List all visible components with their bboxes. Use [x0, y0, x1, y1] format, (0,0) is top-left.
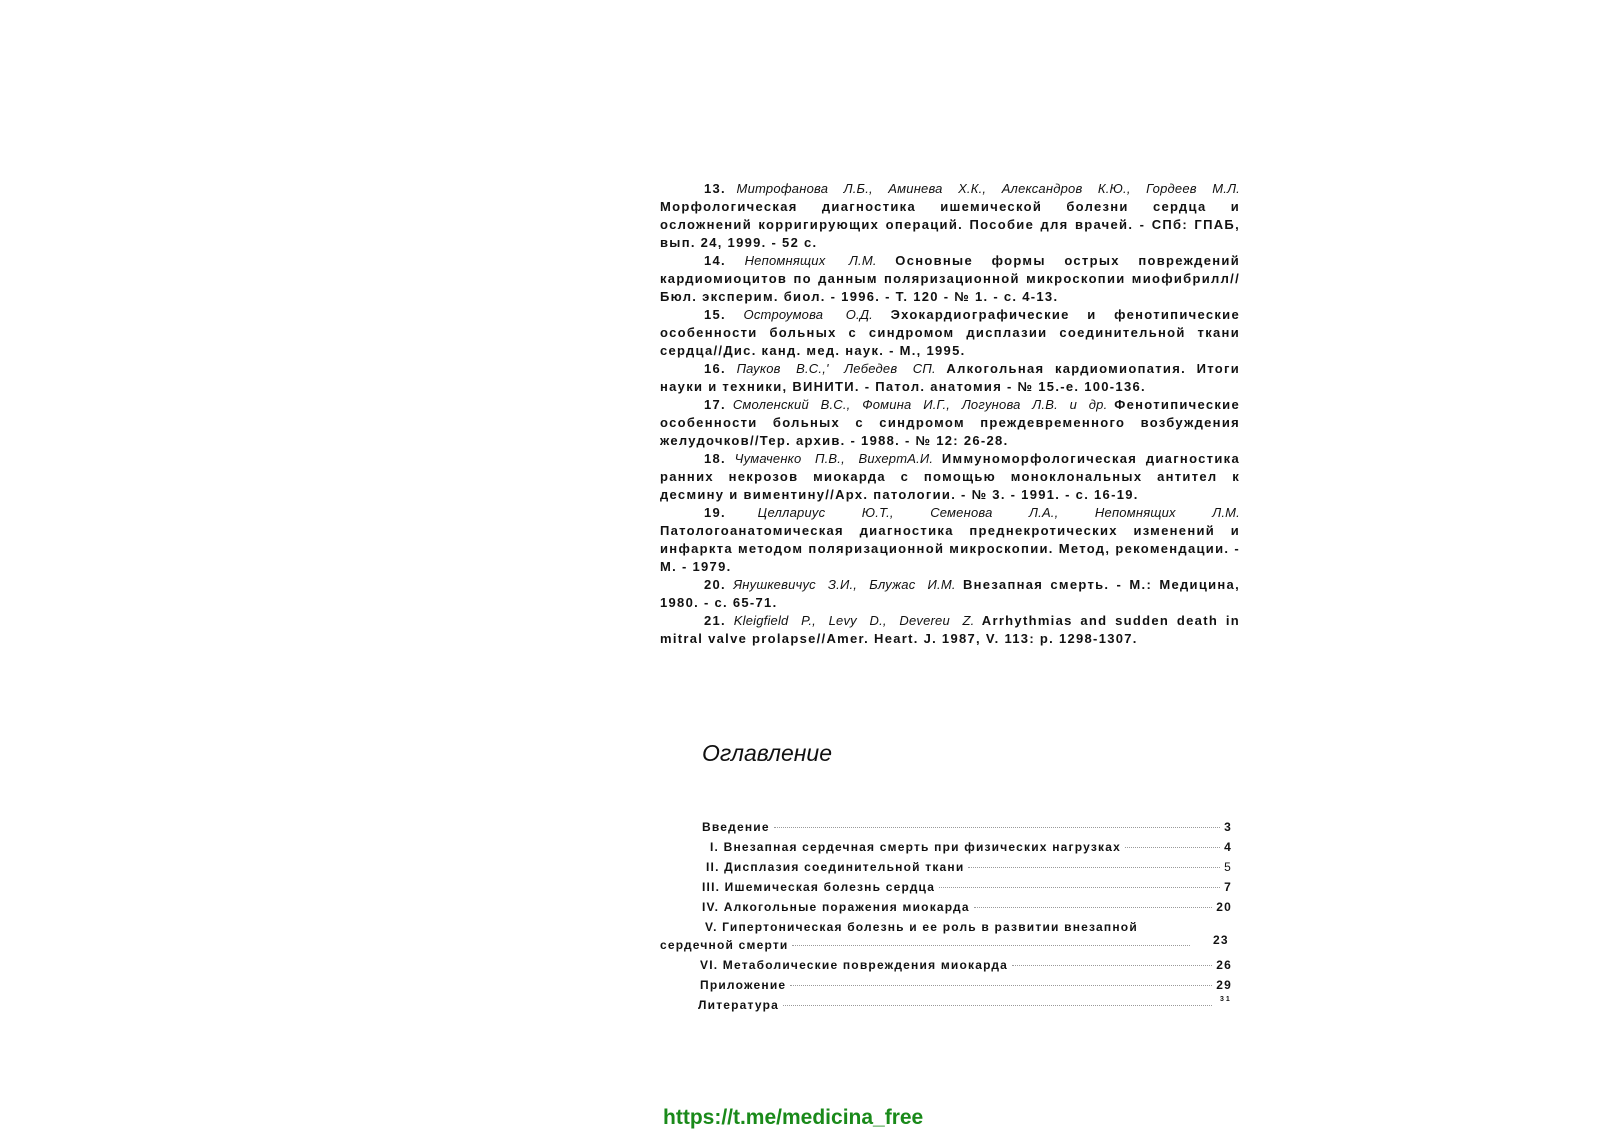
toc-entry-page: 4	[1224, 840, 1232, 854]
toc-entry-chapter-6[interactable]	[700, 958, 1232, 972]
toc-entry-label: VI. Метаболические повреждения миокарда	[700, 958, 1009, 972]
dot-leader	[1125, 847, 1220, 848]
reference-authors: Янушкевичус З.И., Блужас И.М.	[733, 577, 956, 592]
dot-leader	[774, 827, 1220, 828]
reference-text: Иммуноморфологическая диагностика ранних некрозов миокарда с помощью моноклональных антител к десмину и виментину//Арх. патологии. - № 3. - 1991. - с. 16-19.	[660, 451, 1240, 502]
toc-entry-chapter-4[interactable]	[702, 900, 1232, 914]
toc-entry-label: I. Внезапная сердечная смерть при физических нагрузках	[710, 840, 1121, 854]
reference-number: 16.	[704, 361, 726, 376]
reference-authors: Остроумова О.Д.	[743, 307, 873, 322]
reference-authors: Смоленский В.С., Фомина И.Г., Логунова Л.В. и др.	[732, 397, 1108, 412]
toc-entry-literature[interactable]	[698, 998, 1216, 1012]
toc-entry-page: 7	[1224, 880, 1232, 894]
toc-entry-page: 3	[1224, 820, 1232, 834]
toc-entry-appendix[interactable]	[700, 978, 1232, 992]
dot-leader	[974, 907, 1213, 908]
toc-entry-intro[interactable]	[702, 820, 1232, 834]
toc-entry-page: 5	[1224, 860, 1232, 874]
dot-leader	[790, 985, 1212, 986]
reference-text: Основные формы острых повреждений кардиомиоцитов по данным поляризационной микроскопии миофибрилл//Бюл. эксперим. биол. - 1996. - Т. 120 - № 1. - с. 4-13.	[660, 253, 1240, 304]
toc-entry-page: 26	[1216, 958, 1232, 972]
reference-number: 13.	[704, 181, 726, 196]
reference-authors: Непомнящих Л.М.	[744, 253, 877, 268]
reference-number: 19.	[704, 505, 726, 520]
toc-entry-label: III. Ишемическая болезнь сердца	[702, 880, 936, 894]
toc-entry-chapter-1[interactable]	[710, 840, 1232, 854]
toc-entry-label: сердечной смерти	[660, 938, 789, 952]
dot-leader	[939, 887, 1220, 888]
reference-authors: Митрофанова Л.Б., Аминева Х.К., Александров К.Ю., Гордеев М.Л.	[736, 181, 1240, 196]
reference-number: 15.	[704, 307, 726, 322]
toc-entry-chapter-5-line-1[interactable]: V. Гипертоническая болезнь и ее роль в развитии внезапной	[705, 920, 1138, 934]
toc-entry-label: II. Дисплазия соединительной ткани	[706, 860, 965, 874]
reference-number: 18.	[704, 451, 726, 466]
reference-text: Морфологическая диагностика ишемической болезни сердца и осложнений корригирующих операций. Пособие для врачей. - СПб: ГПАБ, вып. 24, 1999. - 52 с.	[660, 199, 1240, 250]
telegram-channel-link[interactable]: https://t.me/medicina_free	[663, 1106, 924, 1129]
reference-text: Эхокардиографические и фенотипические особенности больных с синдромом дисплазии соединительной ткани сердца//Дис. канд. мед. наук. - М., 1995.	[660, 307, 1240, 358]
dot-leader	[783, 1005, 1212, 1006]
toc-entry-chapter-3[interactable]	[702, 880, 1232, 894]
reference-number: 20.	[704, 577, 726, 592]
toc-entry-chapter-5[interactable]	[660, 938, 1194, 952]
toc-entry-label: IV. Алкогольные поражения миокарда	[702, 900, 970, 914]
toc-entry-page: 29	[1216, 978, 1232, 992]
reference-number: 14.	[704, 253, 726, 268]
toc-entry-page: 23	[1213, 933, 1229, 947]
reference-text: Патологоанатомическая диагностика преднекротических изменений и инфаркта методом поляризационной микроскопии. Метод, рекомендации. - М. - 1979.	[660, 523, 1240, 574]
reference-text: Алкогольная кардиомиопатия. Итоги науки и техники, ВИНИТИ. - Патол. анатомия - № 15.-е. 100-136.	[660, 361, 1240, 394]
reference-text: Внезапная смерть. - М.: Медицина, 1980. - с. 65-71.	[660, 577, 1240, 610]
toc-entry-page: 31	[1220, 996, 1232, 1003]
reference-authors: Чумаченко П.В., ВихертА.И.	[734, 451, 934, 466]
toc-entry-label: Литература	[698, 998, 780, 1012]
reference-authors: Kleigfield P., Levy D., Devereu Z.	[733, 613, 975, 628]
reference-number: 21.	[704, 613, 726, 628]
dot-leader	[1012, 965, 1212, 966]
reference-authors: Пауков В.С.,' Лебедев СП.	[736, 361, 936, 376]
dot-leader	[968, 867, 1220, 868]
toc-entry-label: Приложение	[700, 978, 787, 992]
toc-entry-page: 20	[1216, 900, 1232, 914]
reference-authors: Целлариус Ю.Т., Семенова Л.А., Непомнящих Л.М.	[757, 505, 1240, 520]
toc-entry-chapter-2[interactable]	[706, 860, 1232, 874]
reference-text: Фенотипические особенности больных с синдромом преждевременного возбуждения желудочков//Тер. архив. - 1988. - № 12: 26-28.	[660, 397, 1240, 448]
toc-entry-label: Введение	[702, 820, 770, 834]
dot-leader	[792, 945, 1190, 946]
toc-title: Оглавление	[702, 740, 832, 766]
reference-number: 17.	[704, 397, 726, 412]
reference-text: Arrhythmias and sudden death in mitral valve prolapse//Amer. Heart. J. 1987, V. 113: p. 1298-1307.	[660, 613, 1240, 646]
